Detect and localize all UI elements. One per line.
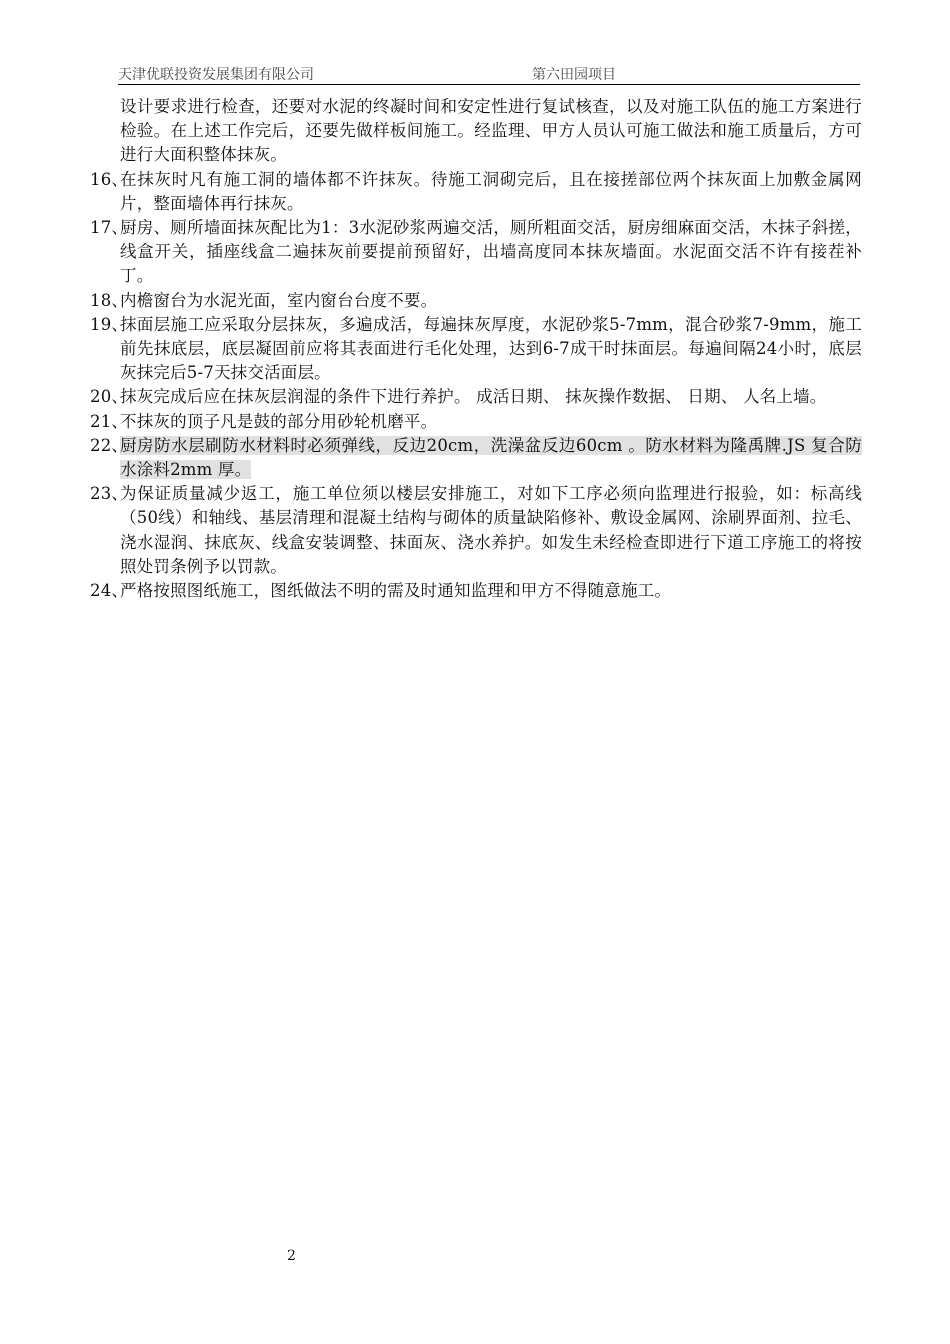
- item-number: 19、: [90, 314, 129, 334]
- list-item: [90, 95, 862, 168]
- item-text: 设计要求进行检查，还要对水泥的终凝时间和安定性进行复试核查，以及对施工队伍的施工方案进行检验。在上述工作完后，还要先做样板间施工。经监理、甲方人员认可施工做法和施工质量后，方可进行大面积整体抹灰。: [120, 97, 862, 165]
- list-item: [90, 385, 862, 409]
- item-text: 内檐窗台为水泥光面，室内窗台台度不要。: [120, 290, 438, 310]
- document-body: [90, 95, 862, 603]
- list-item: [90, 482, 862, 579]
- item-text: 抹灰完成后应在抹灰层润湿的条件下进行养护。 成活日期、 抹灰操作数据、 日期、 人名上墙。: [120, 387, 827, 407]
- header-company: 天津优联投资发展集团有限公司: [118, 67, 314, 83]
- list-item: [90, 289, 862, 313]
- item-number: 24、: [90, 581, 129, 601]
- item-number: 23、: [90, 484, 129, 504]
- list-item: [90, 313, 862, 386]
- item-text: 抹面层施工应采取分层抹灰，多遍成活，每遍抹灰厚度，水泥砂浆5-7mm，混合砂浆7-9mm，施工前先抹底层，底层凝固前应将其表面进行毛化处理，达到6-7成干时抹面层。每遍间隔24小时，底层灰抹完后5-7天抹交活面层。: [120, 314, 862, 383]
- list-item: [90, 216, 862, 289]
- item-number: 21、: [90, 411, 129, 431]
- item-text-highlighted: 厨房防水层刷防水材料时必须弹线，反边20cm，洗澡盆反边60cm 。防水材料为隆禹牌.JS 复合防水涂料2mm 厚。: [120, 435, 862, 480]
- list-item: [90, 579, 862, 603]
- item-text: 厨房、厕所墙面抹灰配比为1：3水泥砂浆两遍交活，厕所粗面交活，厨房细麻面交活，木抹子斜搓，线盒开关，插座线盒二遍抹灰前要提前预留好，出墙高度同本抹灰墙面。水泥面交活不许有接茬补丁。: [120, 218, 862, 286]
- page-header: [118, 60, 860, 85]
- item-text: 为保证质量减少返工，施工单位须以楼层安排施工，对如下工序必须向监理进行报验，如：标高线（50线）和轴线、基层清理和混凝土结构与砌体的质量缺陷修补、敷设金属网、涂刷界面剂、拉毛、浇水湿润、抹底灰、线盒安装调整、抹面灰、浇水养护。如发生未经检查即进行下道工序施工的将按照处罚条例予以罚款。: [120, 484, 862, 576]
- page-number: 2: [287, 1248, 296, 1264]
- list-item: [90, 410, 862, 434]
- item-number: 20、: [90, 387, 129, 407]
- item-number: 22、: [90, 435, 129, 455]
- item-text: 不抹灰的顶子凡是鼓的部分用砂轮机磨平。: [120, 411, 438, 431]
- list-item: [90, 168, 862, 216]
- list-item: [90, 434, 862, 482]
- header-project: 第六田园项目: [532, 67, 616, 83]
- item-text: 严格按照图纸施工，图纸做法不明的需及时通知监理和甲方不得随意施工。: [120, 581, 672, 601]
- item-number: 18、: [90, 290, 129, 310]
- item-number: 17、: [90, 218, 129, 238]
- item-text: 在抹灰时凡有施工洞的墙体都不许抹灰。待施工洞砌完后，且在接搓部位两个抹灰面上加敷金属网片，整面墙体再行抹灰。: [120, 169, 862, 213]
- item-number: 16、: [90, 169, 129, 189]
